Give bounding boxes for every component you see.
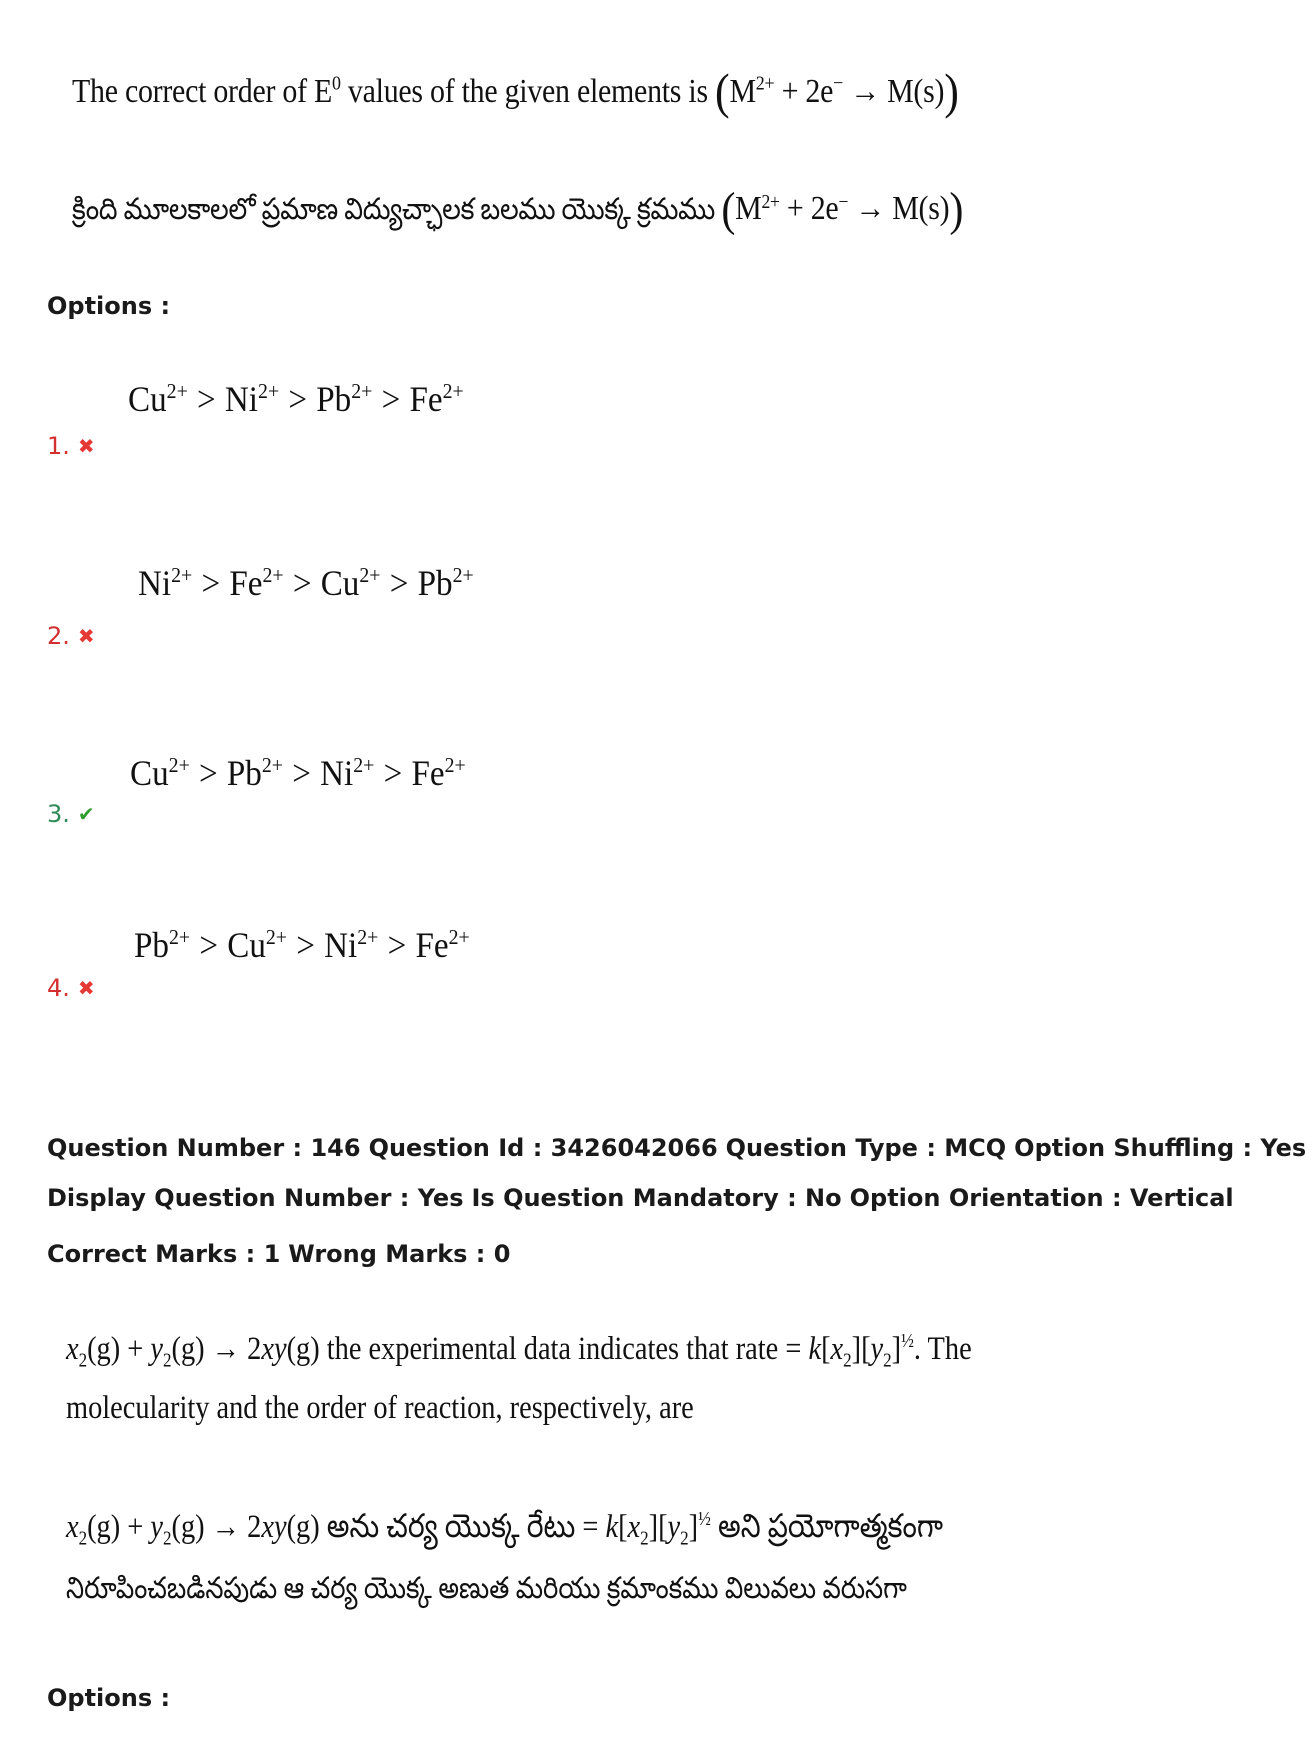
question-meta-line-2: Display Question Number : Yes Is Question Mandatory : No Option Orientation : Vertical <box>47 1184 1234 1212</box>
greater-than: > <box>389 563 409 603</box>
option-number-label: 1. <box>47 432 70 460</box>
option-number-label: 4. <box>47 974 70 1002</box>
ion: Ni <box>224 379 259 419</box>
ion-charge: 2+ <box>442 379 464 403</box>
ion-charge: 2+ <box>444 753 466 777</box>
ion-charge: 2+ <box>166 379 188 403</box>
greater-than: > <box>199 753 218 793</box>
ion-charge: 2+ <box>171 563 193 587</box>
ion: Fe <box>229 563 263 603</box>
ion-charge: 2+ <box>353 753 375 777</box>
ion: Fe <box>415 925 449 965</box>
ion-charge: 2+ <box>258 379 280 403</box>
greater-than: > <box>292 753 311 793</box>
option-number-label: 2. <box>47 622 70 650</box>
check-icon: ✔ <box>77 802 95 826</box>
ion-charge: 2+ <box>452 563 474 587</box>
ion: Ni <box>320 753 354 793</box>
greater-than: > <box>201 563 221 603</box>
ion: Pb <box>417 563 453 603</box>
ion: Fe <box>411 753 445 793</box>
question-146-english-line-2: molecularity and the order of reaction, respectively, are <box>66 1390 694 1426</box>
question-146-english-line-1: $x_2(g) + y_2(g) \to 2xy(g)$ the experimental data indicates that rate = $k[x_2][y_2]^{\frac{1}{2}}$. The <box>66 1330 972 1372</box>
ion: Cu <box>227 925 266 965</box>
ion: Fe <box>409 379 443 419</box>
question-meta-line-1: Question Number : 146 Question Id : 3426042066 Question Type : MCQ Option Shuffling : Yes <box>47 1134 1307 1162</box>
ion: Ni <box>324 925 358 965</box>
ion: Ni <box>138 563 172 603</box>
question-146-telugu-line-2: నిరూపించబడినపుడు ఆ చర్య యొక్క అణుత మరియు క్రమాంకము విలువలు వరుసగా <box>66 1572 907 1605</box>
option-2-formula <box>138 562 474 604</box>
option-3-formula <box>130 752 466 794</box>
ion-charge: 2+ <box>351 379 373 403</box>
question-146-telugu-line-1: $x_2(g) + y_2(g) \to 2xy(g)$ అను చర్య యొక్క రేటు = $k[x_2][y_2]^{\frac{1}{2}}$ అని ప్రయోగాత్మకంగా <box>66 1508 943 1550</box>
ion-charge: 2+ <box>168 753 190 777</box>
ion: Cu <box>320 563 360 603</box>
ion-charge: 2+ <box>262 563 284 587</box>
option-1-number <box>47 432 95 460</box>
greater-than: > <box>197 379 216 419</box>
ion: Pb <box>316 379 352 419</box>
greater-than: > <box>199 925 219 965</box>
greater-than: > <box>296 925 315 965</box>
ion-charge: 2+ <box>265 925 288 949</box>
ion: Cu <box>130 753 169 793</box>
option-2-number <box>47 622 95 650</box>
greater-than: > <box>292 563 312 603</box>
ion-charge: 2+ <box>448 925 470 949</box>
options-label: Options : <box>47 292 171 320</box>
cross-icon: ✖ <box>77 976 95 1000</box>
option-1-formula <box>128 378 464 420</box>
options-label-2: Options : <box>47 1684 171 1712</box>
ion: Cu <box>128 379 167 419</box>
option-4-formula <box>134 924 470 966</box>
ion: Pb <box>134 925 169 965</box>
ion-charge: 2+ <box>357 925 379 949</box>
cross-icon: ✖ <box>77 624 95 648</box>
ion-charge: 2+ <box>359 563 381 587</box>
option-4-number <box>47 974 95 1002</box>
question-meta-line-3: Correct Marks : 1 Wrong Marks : 0 <box>47 1240 511 1268</box>
ion-charge: 2+ <box>168 925 191 949</box>
greater-than: > <box>383 753 403 793</box>
ion-charge: 2+ <box>261 753 284 777</box>
ion: Pb <box>226 753 262 793</box>
greater-than: > <box>381 379 401 419</box>
cross-icon: ✖ <box>77 434 95 458</box>
greater-than: > <box>288 379 308 419</box>
greater-than: > <box>387 925 407 965</box>
option-number-label: 3. <box>47 800 70 828</box>
question-145-english: The correct order of $E^0$ values of the given elements is $(M^{2+} + 2e^- \to M(s))$ <box>72 63 959 119</box>
option-3-number <box>47 800 95 828</box>
question-145-telugu: క్రింది మూలకాలలో ప్రమాణ విద్యుచ్ఛాలక బలము యొక్క క్రమము $(M^{2+} + 2e^- \to M(s))$ <box>72 183 964 236</box>
